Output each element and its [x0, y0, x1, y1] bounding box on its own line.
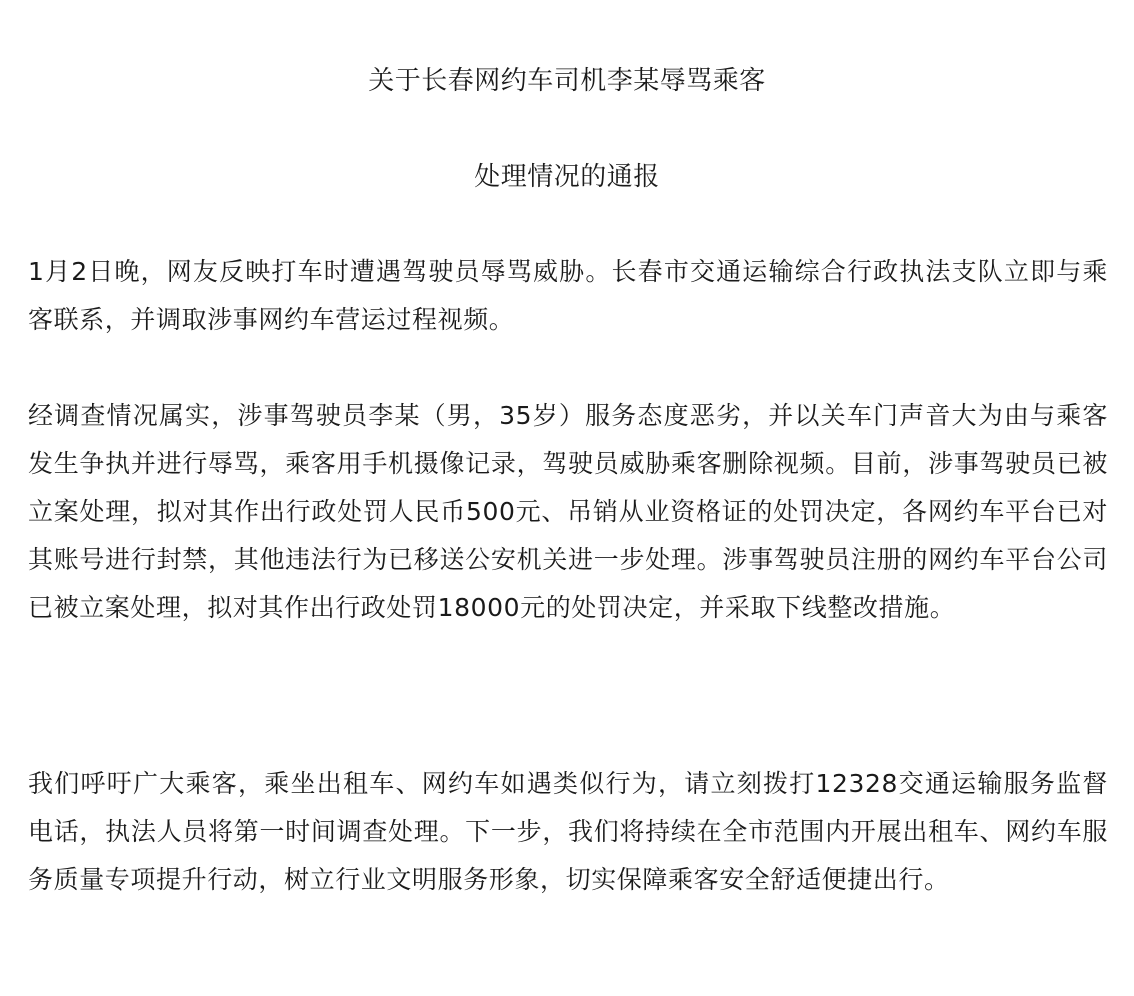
document-title-line-2: 处理情况的通报 — [474, 162, 660, 192]
paragraph-public-appeal: 我们呼吁广大乘客，乘坐出租车、网约车如遇类似行为，请立刻拨打12328交通运输服务监督电话，执法人员将第一时间调查处理。下一步，我们将持续在全市范围内开展出租车、网约车服务质量专项提升行动，树立行业文明服务形象，切实保障乘客安全舒适便捷出行。 — [28, 769, 1108, 894]
paragraph-investigation-result: 经调查情况属实，涉事驾驶员李某（男，35岁）服务态度恶劣，并以关车门声音大为由与乘客发生争执并进行辱骂，乘客用手机摄像记录，驾驶员威胁乘客删除视频。目前，涉事驾驶员已被立案处理，拟对其作出行政处罚人民币500元、吊销从业资格证的处罚决定，各网约车平台已对其账号进行封禁，其他违法行为已移送公安机关进一步处理。涉事驾驶员注册的网约车平台公司已被立案处理，拟对其作出行政处罚18000元的处罚决定，并采取下线整改措施。 — [28, 401, 1108, 622]
paragraph-incident-report: 1月2日晚，网友反映打车时遭遇驾驶员辱骂威胁。长春市交通运输综合行政执法支队立即与乘客联系，并调取涉事网约车营运过程视频。 — [28, 257, 1108, 334]
document-title-line-1: 关于长春网约车司机李某辱骂乘客 — [368, 66, 766, 96]
